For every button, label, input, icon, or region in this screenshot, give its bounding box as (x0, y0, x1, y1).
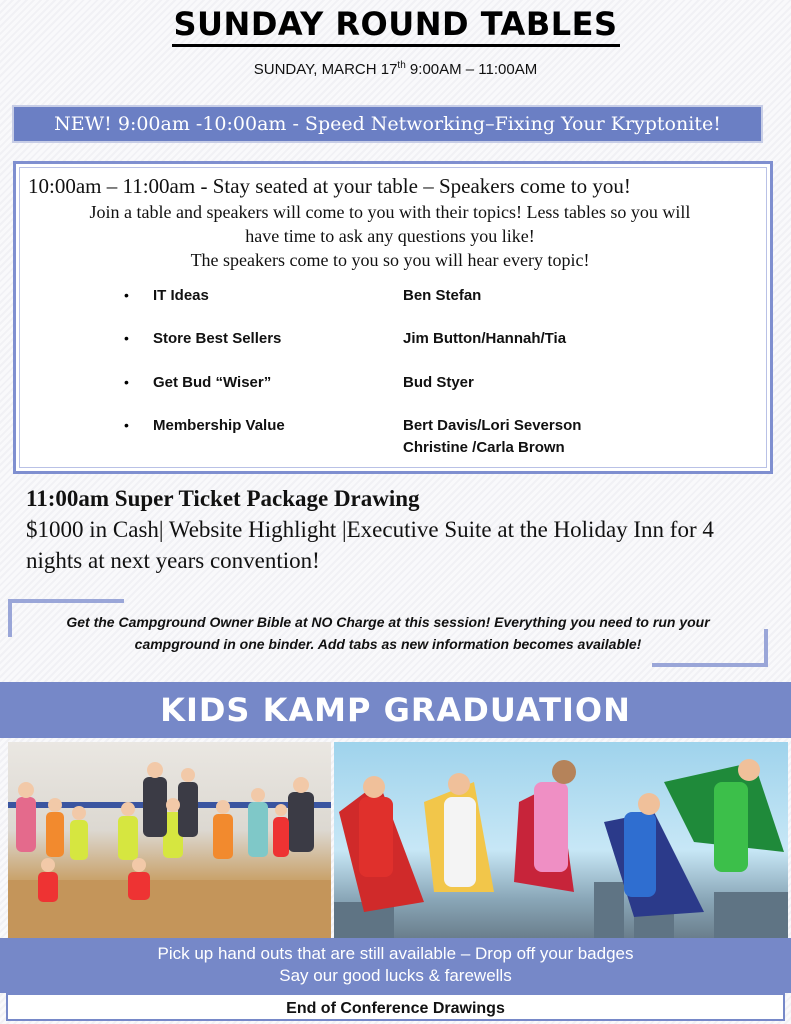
farewell-line: Say our good lucks & farewells (279, 966, 512, 985)
topic-label: Membership Value (153, 417, 285, 434)
kids-info-bar (0, 938, 791, 993)
drawing-heading: 11:00am Super Ticket Package Drawing (26, 486, 420, 511)
roundtables-box (13, 161, 773, 474)
event-date: SUNDAY, MARCH 17th 9:00AM – 11:00AM (253, 60, 538, 78)
roundtables-headline: 10:00am – 11:00am - Stay seated at your table – Speakers come to you! (28, 174, 631, 198)
page-title: SUNDAY ROUND TABLES (0, 4, 791, 47)
bullet: • (124, 417, 129, 433)
bible-text: Get the Campground Owner Bible at NO Charge at this session! Everything you need to run your campground in one binder. Add tabs as new information becomes available! (66, 614, 710, 652)
drawing-section (26, 486, 766, 576)
roundtables-description: Join a table and speakers will come to you with their topics! Less tables so you will have time to ask any questions you like! The speakers come to you so you will hear every topic! (89, 202, 691, 270)
superhero-kids-photo (334, 742, 788, 938)
drawing-text: $1000 in Cash| Website Highlight |Executive Suite at the Holiday Inn for 4 nights at next years convention! (26, 517, 714, 573)
topic-label: Store Best Sellers (153, 330, 282, 347)
topic-label: IT Ideas (153, 287, 209, 304)
bullet: • (124, 330, 129, 346)
bullet: • (124, 287, 129, 303)
superhero-illustration (334, 742, 788, 938)
handout-line: Pick up hand outs that are still available – Drop off your badges (157, 944, 634, 963)
group-photo (8, 742, 331, 938)
speaker-label: Christine /Carla Brown (403, 439, 565, 456)
kids-kamp-banner: KIDS KAMP GRADUATION (0, 682, 791, 738)
speaker-label: Ben Stefan (403, 287, 482, 304)
end-drawings-label: End of Conference Drawings (6, 993, 785, 1021)
speaker-label: Bert Davis/Lori Severson (403, 417, 582, 434)
bible-callout (6, 597, 770, 669)
topic-label: Get Bud “Wiser” (153, 374, 272, 391)
group-photo-illustration (8, 742, 331, 938)
bullet: • (124, 374, 129, 390)
networking-banner: NEW! 9:00am -10:00am - Speed Networking–Fixing Your Kryptonite! (14, 107, 761, 141)
speaker-label: Jim Button/Hannah/Tia (403, 330, 567, 347)
speaker-label: Bud Styer (403, 374, 474, 391)
